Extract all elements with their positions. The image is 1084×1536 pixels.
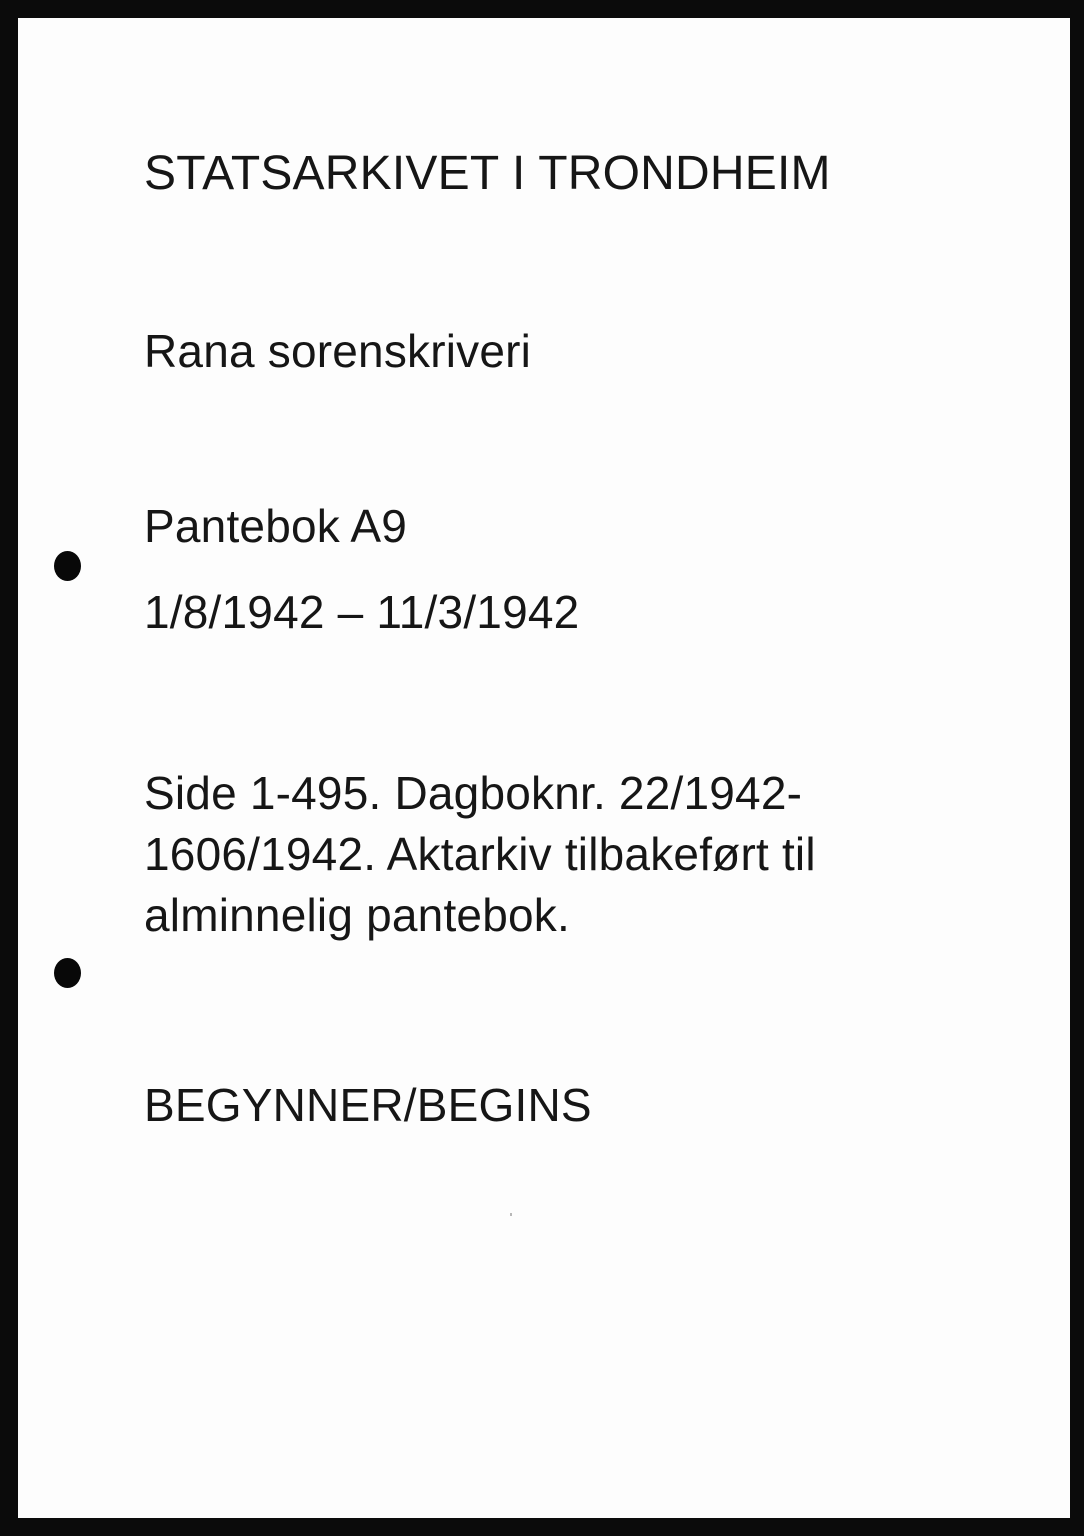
status-label: BEGYNNER/BEGINS bbox=[144, 1079, 592, 1131]
description-line: 1606/1942. Aktarkiv tilbakeført til bbox=[144, 828, 816, 880]
volume-title: Pantebok A9 bbox=[144, 500, 408, 552]
punch-hole bbox=[54, 958, 81, 988]
court-office: Rana sorenskriveri bbox=[144, 325, 532, 377]
paper-speck bbox=[510, 1213, 512, 1216]
punch-hole bbox=[54, 551, 81, 581]
description-line: alminnelig pantebok. bbox=[144, 889, 570, 941]
description bbox=[144, 763, 816, 946]
date-range: 1/8/1942 – 11/3/1942 bbox=[144, 586, 580, 638]
archive-name: STATSARKIVET I TRONDHEIM bbox=[144, 147, 831, 200]
description-line: Side 1-495. Dagboknr. 22/1942- bbox=[144, 767, 803, 819]
document-page bbox=[18, 18, 1070, 1518]
